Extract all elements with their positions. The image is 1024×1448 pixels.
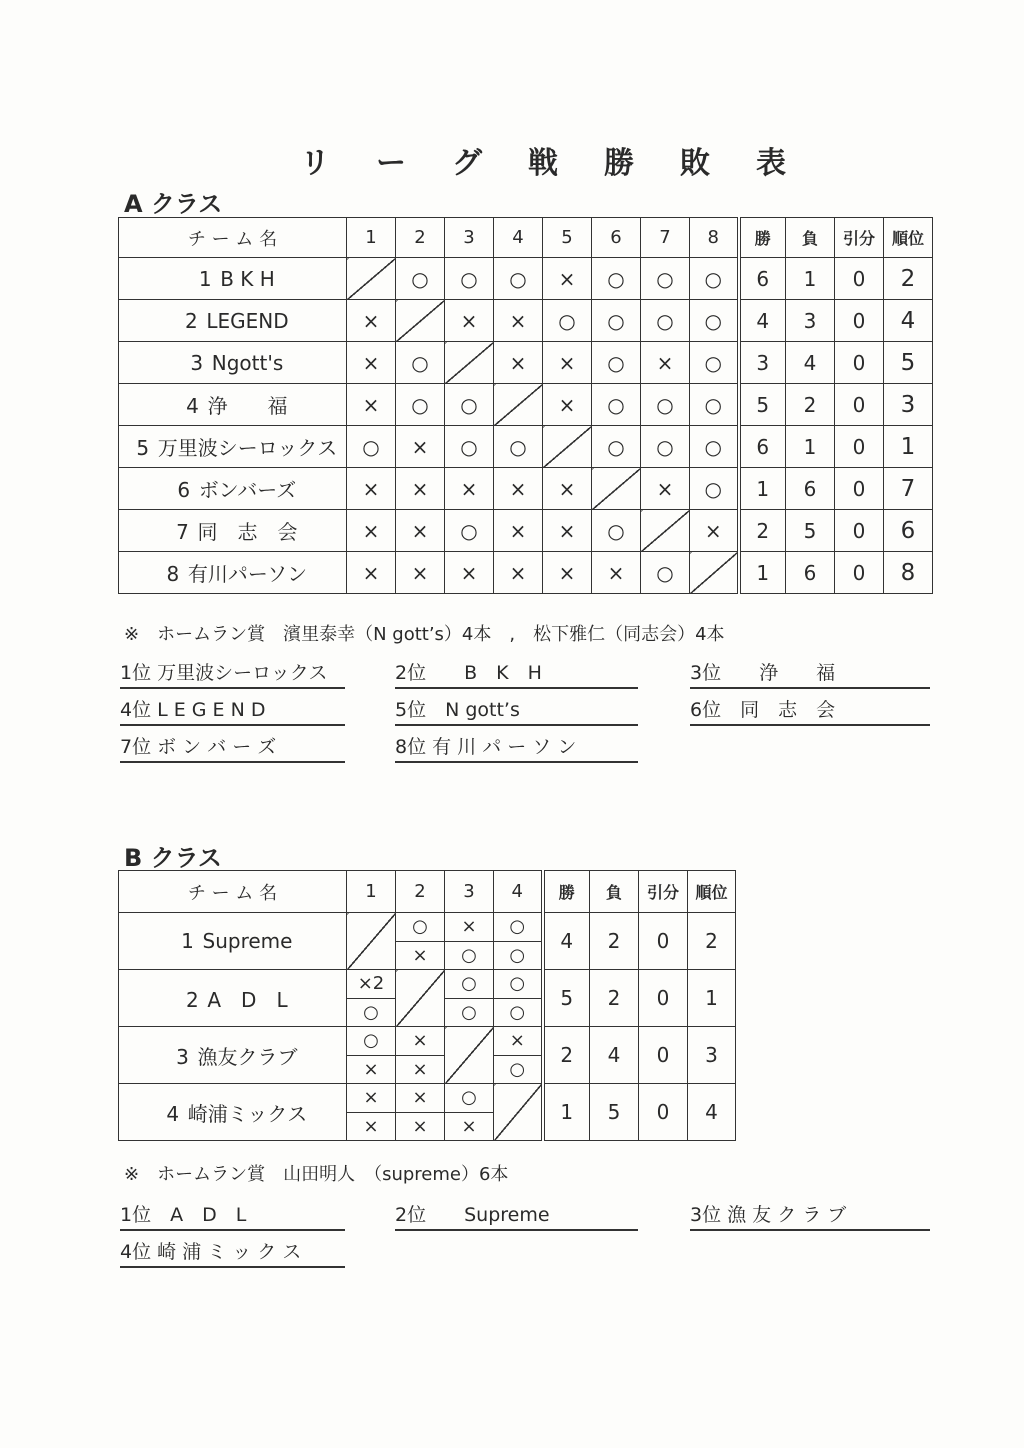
result-cell: × xyxy=(347,384,396,426)
game2-result: × xyxy=(363,1115,379,1137)
team-name-cell xyxy=(119,426,347,468)
page-title: リーグ戦勝敗表 xyxy=(300,146,832,181)
result-cell: ○ xyxy=(690,258,739,300)
result-cell: × xyxy=(543,510,592,552)
team-number: 8 xyxy=(166,562,180,586)
team-name-cell xyxy=(119,300,347,342)
col-header: 3 xyxy=(445,218,494,258)
game2-result: ○ xyxy=(509,944,526,966)
table-row xyxy=(119,300,933,342)
result-cell: × xyxy=(543,384,592,426)
win-cell: 4 xyxy=(543,913,590,970)
result-cell: ○ xyxy=(641,300,690,342)
team-name-header: チ ー ム 名 xyxy=(119,871,347,913)
table-row xyxy=(119,913,736,970)
table-header-row xyxy=(119,218,933,258)
self-match-cell xyxy=(396,300,445,342)
self-match-cell xyxy=(445,342,494,384)
win-cell: 5 xyxy=(739,384,786,426)
game2-result: ○ xyxy=(461,944,477,966)
ranking-line: 8位 有 川 パ ー ソ ン xyxy=(395,734,638,763)
team-number: 3 xyxy=(176,1044,189,1069)
team-name-cell xyxy=(119,913,347,970)
result-cell: × xyxy=(396,468,445,510)
result-cell: × xyxy=(494,510,543,552)
game2-result: ○ xyxy=(363,1001,379,1023)
team-name-cell xyxy=(119,552,347,594)
self-match-cell xyxy=(494,1084,543,1141)
loss-cell: 4 xyxy=(786,342,835,384)
ranking-line: 6位 同 志 会 xyxy=(690,697,930,726)
team-name: 万里波シーロックス xyxy=(157,436,338,460)
game1-result: ○ xyxy=(494,970,541,999)
result-cell xyxy=(396,1027,445,1084)
team-name-cell xyxy=(119,384,347,426)
win-cell: 5 xyxy=(543,970,590,1027)
result-cell: × xyxy=(396,510,445,552)
class-b-label: B クラス xyxy=(124,844,222,872)
col-header: 4 xyxy=(494,218,543,258)
draw-cell: 0 xyxy=(639,970,688,1027)
draw-cell: 0 xyxy=(835,342,884,384)
game1-result: ○ xyxy=(445,1084,493,1113)
team-name: Ngott's xyxy=(211,350,284,375)
team-name: 崎浦ミックス xyxy=(187,1101,308,1126)
result-cell: ○ xyxy=(592,426,641,468)
result-cell: ○ xyxy=(494,258,543,300)
team-name: ボンバーズ xyxy=(198,478,297,502)
loss-cell: 2 xyxy=(590,913,639,970)
result-cell: ○ xyxy=(690,300,739,342)
result-cell: ○ xyxy=(543,300,592,342)
ranking-line: 1位 A D L xyxy=(120,1202,345,1231)
team-number: 7 xyxy=(176,520,189,544)
game1-result: × xyxy=(396,1084,444,1113)
draw-cell: 0 xyxy=(835,258,884,300)
result-cell xyxy=(445,970,494,1027)
loss-cell: 1 xyxy=(786,426,835,468)
result-cell: × xyxy=(543,468,592,510)
result-cell: ○ xyxy=(641,258,690,300)
game1-result: × xyxy=(347,1084,395,1113)
draws-header: 引分 xyxy=(639,871,688,913)
result-cell: ○ xyxy=(592,384,641,426)
result-cell: × xyxy=(592,552,641,594)
self-match-cell xyxy=(641,510,690,552)
team-number: 1 xyxy=(181,929,194,953)
col-header: 7 xyxy=(641,218,690,258)
result-cell xyxy=(347,1084,396,1141)
team-name-cell xyxy=(119,258,347,300)
col-header: 1 xyxy=(347,218,396,258)
result-cell xyxy=(347,1027,396,1084)
team-name-cell xyxy=(119,1084,347,1141)
draw-cell: 0 xyxy=(835,384,884,426)
result-cell: × xyxy=(494,300,543,342)
game2-result: ○ xyxy=(509,1058,526,1080)
rank-cell: 7 xyxy=(884,468,933,510)
rank-cell: 4 xyxy=(688,1084,736,1141)
result-cell: × xyxy=(396,426,445,468)
win-cell: 1 xyxy=(739,552,786,594)
loss-cell: 2 xyxy=(786,384,835,426)
rank-cell: 3 xyxy=(688,1027,736,1084)
self-match-cell xyxy=(690,552,739,594)
rank-cell: 1 xyxy=(884,426,933,468)
result-cell: ○ xyxy=(396,342,445,384)
self-match-cell xyxy=(347,258,396,300)
result-cell: ○ xyxy=(690,468,739,510)
result-cell: ○ xyxy=(347,426,396,468)
result-cell: × xyxy=(641,468,690,510)
draw-cell: 0 xyxy=(835,300,884,342)
game1-result: × xyxy=(494,1027,541,1056)
class-a-label: A クラス xyxy=(124,190,223,218)
result-cell xyxy=(445,913,494,970)
result-cell xyxy=(396,913,445,970)
team-number: 4 xyxy=(186,394,199,418)
losses-header: 負 xyxy=(590,871,639,913)
col-header: 3 xyxy=(445,871,494,913)
wins-header: 勝 xyxy=(543,871,590,913)
result-cell xyxy=(445,1084,494,1141)
draw-cell: 0 xyxy=(639,1084,688,1141)
game2-result: × xyxy=(412,1115,428,1137)
col-header: 2 xyxy=(396,218,445,258)
table-row xyxy=(119,970,736,1027)
result-cell: × xyxy=(396,552,445,594)
rank-header: 順位 xyxy=(688,871,736,913)
result-cell: × xyxy=(543,552,592,594)
team-name: B K H xyxy=(220,266,275,291)
game1-result: ○ xyxy=(396,913,444,942)
team-name-cell xyxy=(119,468,347,510)
class-b-homerun-note: ※ ホームラン賞 山田明人 （supreme）6本 xyxy=(124,1164,509,1185)
result-cell: ○ xyxy=(445,258,494,300)
game2-result: ○ xyxy=(461,1001,477,1023)
loss-cell: 2 xyxy=(590,970,639,1027)
class-a-table xyxy=(118,217,933,594)
rank-cell: 4 xyxy=(884,300,933,342)
result-cell: × xyxy=(494,342,543,384)
win-cell: 3 xyxy=(739,342,786,384)
win-cell: 6 xyxy=(739,258,786,300)
team-name: 漁友クラブ xyxy=(197,1044,298,1069)
loss-cell: 1 xyxy=(786,258,835,300)
game2-result: × xyxy=(461,1115,477,1137)
rank-cell: 1 xyxy=(688,970,736,1027)
table-row xyxy=(119,510,933,552)
rank-cell: 8 xyxy=(884,552,933,594)
game2-result: × xyxy=(363,1058,379,1080)
table-row xyxy=(119,384,933,426)
result-cell: ○ xyxy=(396,384,445,426)
result-cell: ○ xyxy=(641,426,690,468)
team-name: 同 志 会 xyxy=(197,520,298,544)
rank-cell: 6 xyxy=(884,510,933,552)
loss-cell: 5 xyxy=(590,1084,639,1141)
team-name-cell xyxy=(119,510,347,552)
ranking-line: 1位 万里波シーロックス xyxy=(120,660,345,689)
result-cell: × xyxy=(347,468,396,510)
table-row xyxy=(119,552,933,594)
losses-header: 負 xyxy=(786,218,835,258)
draws-header: 引分 xyxy=(835,218,884,258)
game1-result: ○ xyxy=(445,970,493,999)
rank-cell: 5 xyxy=(884,342,933,384)
result-cell: ○ xyxy=(494,426,543,468)
ranking-line: 2位 B K H xyxy=(395,660,638,689)
result-cell: × xyxy=(445,468,494,510)
team-name: Supreme xyxy=(202,929,293,953)
team-number: 2 xyxy=(186,987,199,1012)
col-header: 5 xyxy=(543,218,592,258)
loss-cell: 6 xyxy=(786,552,835,594)
col-header: 4 xyxy=(494,871,543,913)
game1-result: ○ xyxy=(347,1027,395,1056)
result-cell: ○ xyxy=(396,258,445,300)
rank-cell: 3 xyxy=(884,384,933,426)
loss-cell: 4 xyxy=(590,1027,639,1084)
col-header: 8 xyxy=(690,218,739,258)
ranking-line: 4位 崎 浦 ミ ッ ク ス xyxy=(120,1239,345,1268)
ranking-line: 7位 ボ ン バ ー ズ xyxy=(120,734,345,763)
draw-cell: 0 xyxy=(639,1027,688,1084)
col-header: 2 xyxy=(396,871,445,913)
game2-result: × xyxy=(412,1058,428,1080)
draw-cell: 0 xyxy=(835,426,884,468)
ranking-line: 3位 浄 福 xyxy=(690,660,930,689)
result-cell: ○ xyxy=(592,342,641,384)
result-cell xyxy=(494,1027,543,1084)
col-header: 1 xyxy=(347,871,396,913)
ranking-line: 3位 漁 友 ク ラ ブ xyxy=(690,1202,930,1231)
result-cell xyxy=(494,970,543,1027)
team-name: A D L xyxy=(207,987,288,1012)
win-cell: 1 xyxy=(739,468,786,510)
result-cell: × xyxy=(494,468,543,510)
win-cell: 1 xyxy=(543,1084,590,1141)
team-name-cell xyxy=(119,342,347,384)
result-cell: ○ xyxy=(690,384,739,426)
result-cell: × xyxy=(494,552,543,594)
result-cell: ○ xyxy=(445,426,494,468)
result-cell: ○ xyxy=(690,342,739,384)
result-cell: ○ xyxy=(592,300,641,342)
ranking-line: 5位 N gott’s xyxy=(395,697,638,726)
result-cell: ○ xyxy=(592,258,641,300)
result-cell: ○ xyxy=(641,552,690,594)
team-number: 1 xyxy=(198,266,212,291)
result-cell: × xyxy=(347,300,396,342)
team-name: 浄 福 xyxy=(207,394,288,418)
result-cell xyxy=(494,913,543,970)
self-match-cell xyxy=(396,970,445,1027)
result-cell: × xyxy=(445,552,494,594)
loss-cell: 6 xyxy=(786,468,835,510)
team-number: 2 xyxy=(184,308,198,333)
team-name: LEGEND xyxy=(206,308,289,333)
table-header-row xyxy=(119,871,736,913)
self-match-cell xyxy=(543,426,592,468)
result-cell: ○ xyxy=(690,426,739,468)
result-cell: × xyxy=(690,510,739,552)
win-cell: 2 xyxy=(543,1027,590,1084)
wins-header: 勝 xyxy=(739,218,786,258)
col-header: 6 xyxy=(592,218,641,258)
table-row xyxy=(119,468,933,510)
team-number: 6 xyxy=(177,478,191,502)
table-row xyxy=(119,1027,736,1084)
draw-cell: 0 xyxy=(835,468,884,510)
self-match-cell xyxy=(592,468,641,510)
ranking-line: 4位 L E G E N D xyxy=(120,697,345,726)
game2-result: × xyxy=(412,944,428,966)
result-cell: × xyxy=(347,342,396,384)
rank-header: 順位 xyxy=(884,218,933,258)
table-row xyxy=(119,426,933,468)
win-cell: 2 xyxy=(739,510,786,552)
rank-cell: 2 xyxy=(688,913,736,970)
team-number: 5 xyxy=(136,436,150,460)
result-cell: × xyxy=(347,510,396,552)
result-cell: ○ xyxy=(592,510,641,552)
result-cell xyxy=(396,1084,445,1141)
result-cell: × xyxy=(543,258,592,300)
win-cell: 4 xyxy=(739,300,786,342)
result-cell: ○ xyxy=(641,384,690,426)
result-cell: × xyxy=(347,552,396,594)
team-number: 3 xyxy=(190,350,204,375)
self-match-cell xyxy=(347,913,396,970)
game1-result: × xyxy=(396,1027,444,1056)
loss-cell: 3 xyxy=(786,300,835,342)
draw-cell: 0 xyxy=(835,510,884,552)
ranking-line: 2位 Supreme xyxy=(395,1202,638,1231)
result-cell: × xyxy=(543,342,592,384)
table-row xyxy=(119,258,933,300)
table-row xyxy=(119,342,933,384)
draw-cell: 0 xyxy=(639,913,688,970)
self-match-cell xyxy=(445,1027,494,1084)
game1-result: × xyxy=(445,913,493,942)
win-cell: 6 xyxy=(739,426,786,468)
result-cell: × xyxy=(641,342,690,384)
game1-result: ○ xyxy=(494,913,541,942)
team-name-header: チ ー ム 名 xyxy=(119,218,347,258)
result-cell: ○ xyxy=(445,384,494,426)
loss-cell: 5 xyxy=(786,510,835,552)
result-cell: ○ xyxy=(445,510,494,552)
rank-cell: 2 xyxy=(884,258,933,300)
result-cell xyxy=(347,970,396,1027)
table-row xyxy=(119,1084,736,1141)
self-match-cell xyxy=(494,384,543,426)
game2-result: ○ xyxy=(509,1001,526,1023)
team-name: 有川パーソン xyxy=(187,562,308,586)
team-name-cell xyxy=(119,970,347,1027)
draw-cell: 0 xyxy=(835,552,884,594)
class-b-table xyxy=(118,870,736,1141)
result-cell: × xyxy=(445,300,494,342)
game1-result: ×2 xyxy=(347,970,395,999)
team-name-cell xyxy=(119,1027,347,1084)
team-number: 4 xyxy=(166,1101,180,1126)
class-a-homerun-note: ※ ホームラン賞 濱里泰幸（N gott’s）4本 , 松下雅仁（同志会）4本 xyxy=(124,624,725,645)
